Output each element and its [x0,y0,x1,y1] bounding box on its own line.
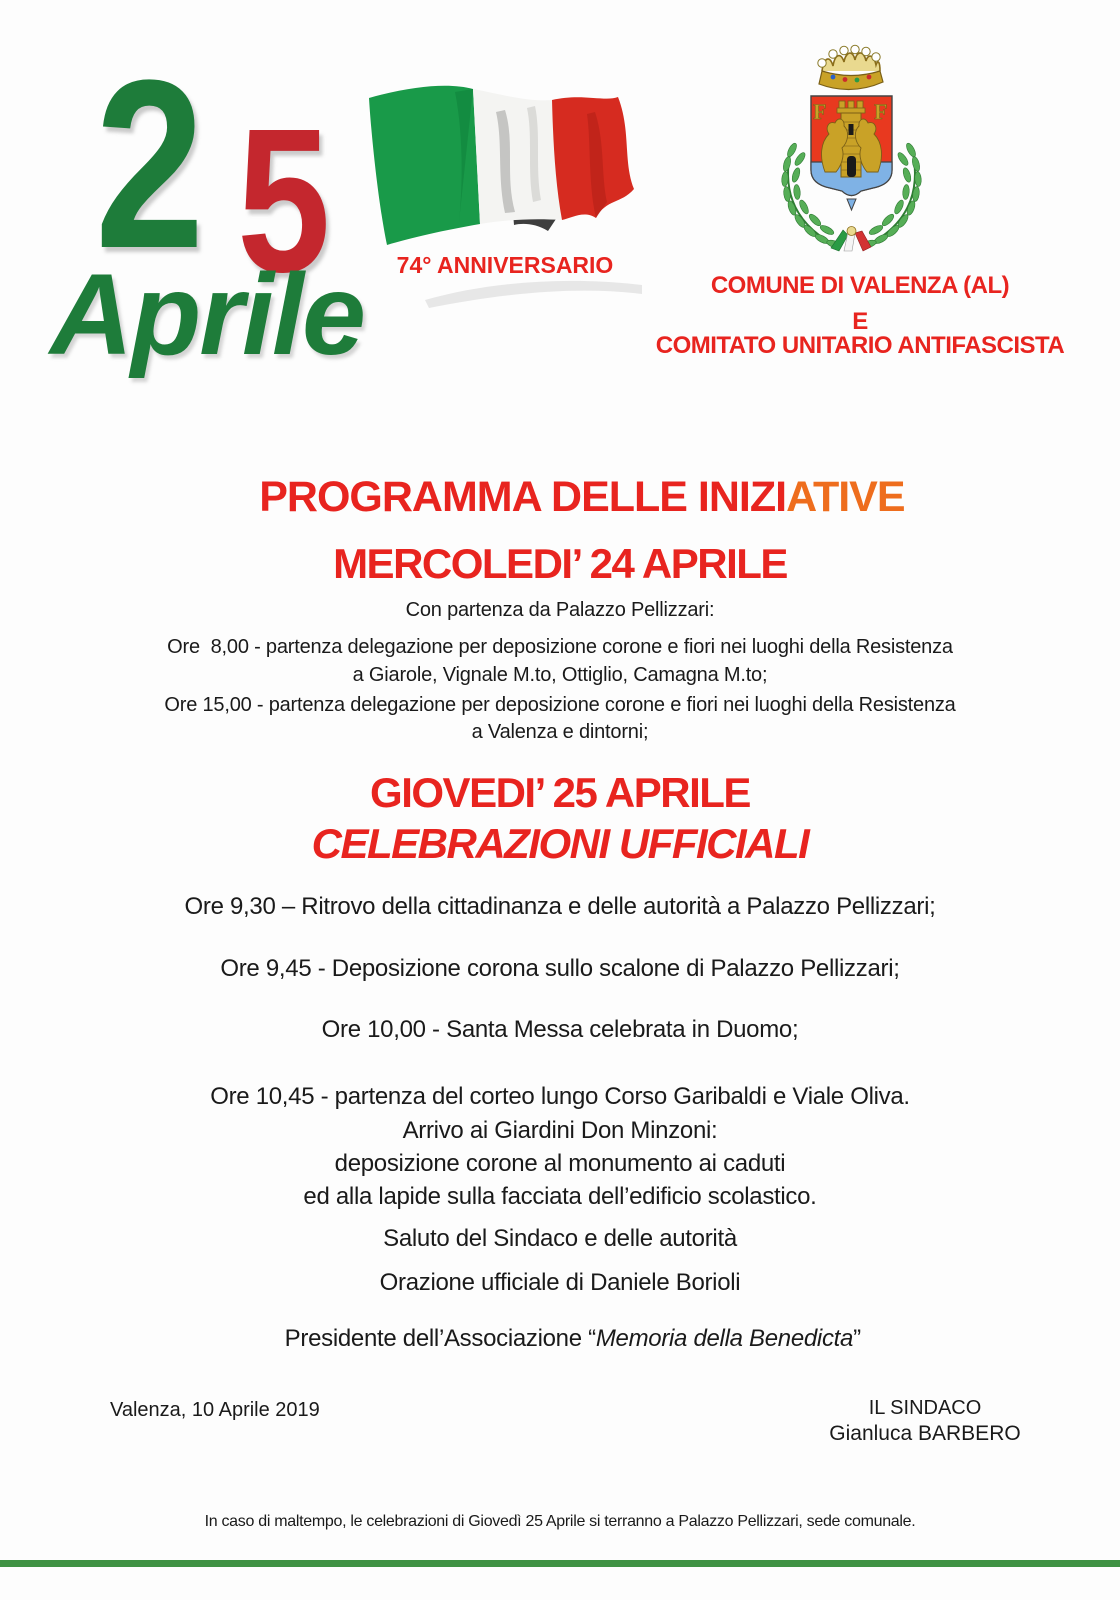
svg-text:F: F [813,99,827,124]
crest-shield [811,96,892,210]
presidente-suffix: ” [853,1325,861,1352]
thursday-heading: GIOVEDI’ 25 APRILE [370,769,750,816]
page-title-orange: ATIVE [786,473,905,521]
org-name-line3: COMITATO UNITARIO ANTIFASCISTA [655,332,1065,359]
event-line: Arrivo ai Giardini Don Minzoni: [402,1117,718,1144]
org-name-line1: COMUNE DI VALENZA (AL) [710,272,1010,299]
wednesday-line: Ore 15,00 - partenza delegazione per deposizione corone e fiori nei luoghi della Resistenza [164,694,956,716]
signature-block [800,1395,1050,1447]
crest-crown [818,45,883,89]
wednesday-line: Ore 8,00 - partenza delegazione per deposizione corone e fiori nei luoghi della Resistenza [167,636,953,658]
svg-text:F: F [874,99,888,124]
logo-word-aprile: Aprile [50,251,364,379]
anniversary-label: 74° ANNIVERSARIO [396,252,614,278]
logo-digit-2: 2 [95,30,205,298]
event-line: ed alla lapide sulla facciata dell’edificio scolastico. [303,1183,817,1210]
signature-name: Gianluca BARBERO [829,1422,1021,1445]
event-line-presidente [0,1303,1120,1375]
logo-digit-5: 5 [237,86,331,315]
org-name-line2: E [852,308,868,335]
event-line: Saluto del Sindaco e delle autorità [383,1225,737,1252]
event-line: Ore 10,45 - partenza del corteo lungo Corso Garibaldi e Viale Oliva. [210,1083,910,1110]
presidente-prefix: Presidente dell’Associazione “ [284,1325,596,1352]
page-title-red: PROGRAMMA DELLE INIZI [259,473,787,521]
event-line: Ore 9,30 – Ritrovo della cittadinanza e delle autorità a Palazzo Pellizzari; [184,893,936,920]
wednesday-heading: MERCOLEDI’ 24 APRILE [333,540,787,587]
thursday-subheading: CELEBRAZIONI UFFICIALI [311,820,809,867]
signature-role: IL SINDACO [868,1397,982,1419]
event-line: deposizione corone al monumento ai caduti [334,1150,786,1177]
event-line: Orazione ufficiale di Daniele Borioli [379,1269,741,1296]
presidente-association: Memoria della Benedicta [595,1325,854,1352]
valenza-coat-of-arms-icon [775,44,928,256]
wednesday-line: a Giarole, Vignale M.to, Ottiglio, Camagna M.to; [352,664,768,686]
place-date: Valenza, 10 Aprile 2019 [110,1399,320,1421]
weather-note: In caso di maltempo, le celebrazioni di Giovedì 25 Aprile si terranno a Palazzo Pellizzari, sede comunale. [204,1513,916,1530]
wednesday-intro: Con partenza da Palazzo Pellizzari: [405,599,715,621]
green-divider-line [0,1560,1120,1567]
event-line: Ore 10,00 - Santa Messa celebrata in Duomo; [321,1016,799,1043]
event-line: Ore 9,45 - Deposizione corona sullo scalone di Palazzo Pellizzari; [220,955,900,982]
crest-ribbon [831,227,871,252]
wednesday-line: a Valenza e dintorni; [471,721,649,743]
